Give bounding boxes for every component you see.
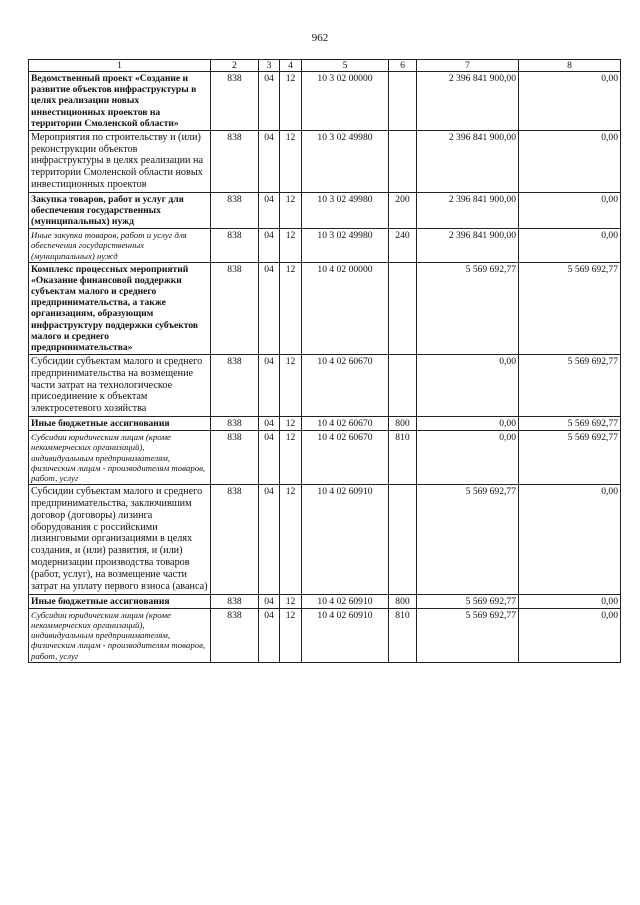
row-target-article-cell: 10 3 02 49980 [302,130,389,192]
row-name-cell: Иные закупки товаров, работ и услуг для обеспечения государственных (муниципальных) нужд [29,229,211,263]
row-amount-col7-cell: 2 396 841 900,00 [417,192,519,228]
row-target-article-cell: 10 3 02 49980 [302,229,389,263]
row-amount-col7-cell: 0,00 [417,354,519,416]
row-section-cell: 04 [259,608,280,662]
table-row [29,485,621,594]
row-expense-type-cell: 240 [389,229,417,263]
column-header: 7 [417,60,519,72]
row-amount-col8-cell: 0,00 [519,229,621,263]
row-target-article-cell: 10 4 02 00000 [302,262,389,354]
row-admin-code-cell: 838 [211,431,259,485]
row-expense-type-cell: 200 [389,192,417,228]
row-target-article-cell: 10 4 02 60910 [302,608,389,662]
column-header: 5 [302,60,389,72]
row-amount-col8-cell: 5 569 692,77 [519,431,621,485]
table-row [29,192,621,228]
row-section-cell: 04 [259,431,280,485]
row-section-cell: 04 [259,354,280,416]
row-subsection-cell: 12 [280,594,302,608]
table-header-row [29,60,621,72]
row-admin-code-cell: 838 [211,354,259,416]
table-row [29,262,621,354]
row-amount-col7-cell: 5 569 692,77 [417,262,519,354]
table-body [29,72,621,663]
row-subsection-cell: 12 [280,417,302,431]
row-amount-col8-cell: 5 569 692,77 [519,417,621,431]
table-row [29,417,621,431]
row-name-cell: Ведомственный проект «Создание и развитие объектов инфраструктуры в целях реализации новых инвестиционных проектов на территории Смоленской области» [29,72,211,131]
row-admin-code-cell: 838 [211,130,259,192]
row-amount-col8-cell: 0,00 [519,130,621,192]
row-subsection-cell: 12 [280,431,302,485]
table-row [29,354,621,416]
row-section-cell: 04 [259,262,280,354]
row-name-cell: Субсидии юридическим лицам (кроме некоммерческих организаций), индивидуальным предпринимателям, физическим лицам - производителям товаров, работ, услуг [29,608,211,662]
row-target-article-cell: 10 4 02 60670 [302,417,389,431]
column-header: 2 [211,60,259,72]
row-expense-type-cell: 800 [389,594,417,608]
row-admin-code-cell: 838 [211,417,259,431]
row-amount-col8-cell: 5 569 692,77 [519,262,621,354]
row-subsection-cell: 12 [280,72,302,131]
row-expense-type-cell: 800 [389,417,417,431]
row-amount-col7-cell: 2 396 841 900,00 [417,130,519,192]
page-number: 962 [311,32,329,44]
row-subsection-cell: 12 [280,192,302,228]
row-admin-code-cell: 838 [211,262,259,354]
row-amount-col8-cell: 0,00 [519,608,621,662]
row-amount-col7-cell: 5 569 692,77 [417,594,519,608]
row-amount-col7-cell: 0,00 [417,417,519,431]
row-admin-code-cell: 838 [211,608,259,662]
row-amount-col8-cell: 0,00 [519,72,621,131]
row-name-cell: Субсидии юридическим лицам (кроме некоммерческих организаций), индивидуальным предпринимателям, физическим лицам - производителям товаров, работ, услуг [29,431,211,485]
row-expense-type-cell: 810 [389,431,417,485]
row-amount-col7-cell: 2 396 841 900,00 [417,72,519,131]
row-name-cell: Комплекс процессных мероприятий «Оказание финансовой поддержки субъектам малого и среднего предпринимательства, а также организациям, образующим инфраструктуру поддержки субъектов малого и среднего предпринимательства» [29,262,211,354]
row-target-article-cell: 10 4 02 60670 [302,354,389,416]
row-admin-code-cell: 838 [211,192,259,228]
row-target-article-cell: 10 3 02 49980 [302,192,389,228]
row-admin-code-cell: 838 [211,485,259,594]
row-amount-col8-cell: 0,00 [519,594,621,608]
row-admin-code-cell: 838 [211,229,259,263]
column-header: 6 [389,60,417,72]
row-expense-type-cell [389,130,417,192]
row-admin-code-cell: 838 [211,72,259,131]
table-row [29,594,621,608]
row-amount-col8-cell: 0,00 [519,192,621,228]
row-name-cell: Мероприятия по строительству и (или) реконструкции объектов инфраструктуры в целях реализации на территории Смоленской области новых инвестиционных проектов [29,130,211,192]
row-amount-col8-cell: 0,00 [519,485,621,594]
column-header: 8 [519,60,621,72]
row-expense-type-cell [389,72,417,131]
row-target-article-cell: 10 4 02 60910 [302,485,389,594]
table-row [29,130,621,192]
row-target-article-cell: 10 4 02 60910 [302,594,389,608]
row-subsection-cell: 12 [280,130,302,192]
row-section-cell: 04 [259,72,280,131]
row-name-cell: Иные бюджетные ассигнования [29,417,211,431]
table-row [29,229,621,263]
row-name-cell: Иные бюджетные ассигнования [29,594,211,608]
row-amount-col8-cell: 5 569 692,77 [519,354,621,416]
row-section-cell: 04 [259,485,280,594]
row-expense-type-cell: 810 [389,608,417,662]
row-subsection-cell: 12 [280,354,302,416]
row-section-cell: 04 [259,229,280,263]
column-header: 4 [280,60,302,72]
row-target-article-cell: 10 3 02 00000 [302,72,389,131]
row-admin-code-cell: 838 [211,594,259,608]
row-subsection-cell: 12 [280,229,302,263]
row-amount-col7-cell: 2 396 841 900,00 [417,229,519,263]
row-section-cell: 04 [259,594,280,608]
row-expense-type-cell [389,354,417,416]
row-section-cell: 04 [259,192,280,228]
row-expense-type-cell [389,262,417,354]
row-amount-col7-cell: 0,00 [417,431,519,485]
row-name-cell: Закупка товаров, работ и услуг для обеспечения государственных (муниципальных) нужд [29,192,211,228]
table-row [29,608,621,662]
row-section-cell: 04 [259,417,280,431]
column-header: 1 [29,60,211,72]
row-target-article-cell: 10 4 02 60670 [302,431,389,485]
row-expense-type-cell [389,485,417,594]
row-subsection-cell: 12 [280,608,302,662]
table-row [29,431,621,485]
table-row [29,72,621,131]
row-amount-col7-cell: 5 569 692,77 [417,608,519,662]
row-subsection-cell: 12 [280,262,302,354]
column-header: 3 [259,60,280,72]
budget-table [28,59,621,663]
row-amount-col7-cell: 5 569 692,77 [417,485,519,594]
row-section-cell: 04 [259,130,280,192]
row-subsection-cell: 12 [280,485,302,594]
row-name-cell: Субсидии субъектам малого и среднего предпринимательства, заключившим договор (договоры) лизинга оборудования с российскими лизинговыми организациями в целях создания, и (или) развития, и (или) модернизации производства товаров (работ, услуг), на возмещение части затрат на уплату первого взноса (аванса) [29,485,211,594]
row-name-cell: Субсидии субъектам малого и среднего предпринимательства на возмещение части затрат на технологическое присоединение к объектам электросетевого хозяйства [29,354,211,416]
